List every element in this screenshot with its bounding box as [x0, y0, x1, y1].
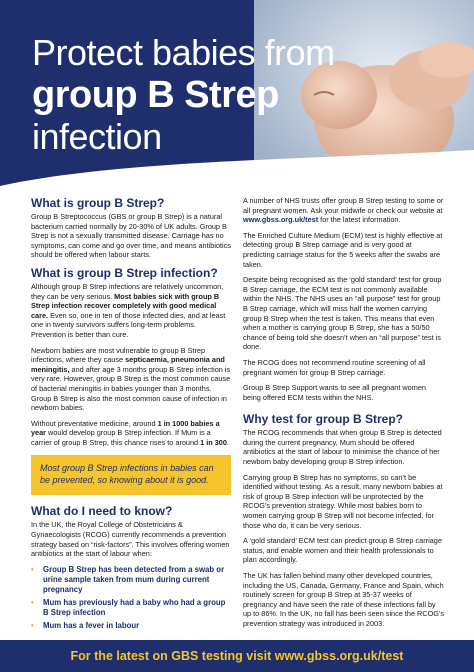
para-no-symptoms: Carrying group B Strep has no symptoms, so can’t be identified without testing. As a result, many newborn babies at risk of group B Strep infection will be unprotected by the RCOG’s prevention strategy. While most babies born to women carrying group B Strep will not become infected, for those who do, it can be very serious.	[243, 472, 443, 530]
para-nhs-trusts-text-a: A number of NHS trusts offer group B Strep testing to some or all pregnant women. Ask your midwife or check our website at	[243, 196, 444, 215]
para-gold-ecm: A ‘gold standard’ ECM test can predict group B Strep carriage status, and enable women and their health professionals to plan accordingly.	[243, 536, 442, 565]
para-nhs-trusts-text-c: for the latest information.	[318, 215, 401, 225]
para-infection	[31, 282, 231, 340]
title-line-1: Protect babies from	[32, 32, 335, 73]
title-line-3: infection	[32, 116, 162, 157]
list-item-text: Group B Strep has been detected from a swab or urine sample taken from mum during current pregnancy	[43, 564, 225, 594]
heading-why-test: Why test for group B Strep?	[243, 412, 403, 427]
bullet-icon: •	[31, 564, 34, 574]
para-what-is: Group B Streptococcus (GBS or group B Strep) is a natural bacterium carried normally by 20-30% of UK adults. Group B Strep is not a sexually transmitted disease. Carriage has no symptoms, can come and go over time, and means antibiotics should be offered when labour starts.	[31, 212, 231, 260]
list-item	[31, 621, 231, 631]
para-prevention-bold-d: 1 in 300	[200, 437, 227, 447]
para-rcog-screening: The RCOG does not recommend routine screening of all pregnant women for group B Strep carriage.	[243, 357, 426, 377]
para-prevention-text-c: would develop group B Strep infection. If Mum is a carrier of group B Strep, this chance rises to around	[31, 428, 211, 447]
para-infection-text-c: Even so, one in ten of those infected dies, and at least one in twenty survivors suffers long-term problems. Prevention is better than cure.	[31, 310, 226, 339]
list-item	[31, 598, 231, 618]
list-item-text: Mum has previously had a baby who had a group B Strep infection	[43, 597, 226, 617]
website-link[interactable]: www.gbss.org.uk/test	[243, 215, 319, 225]
para-gold-standard: Despite being recognised as the ‘gold standard’ test for group B Strep carriage, the ECM test is not commonly available within the NHS. The NHS uses an “all purpose” test for group B Strep carriage, which will miss half the women carrying group B Strep when the test is taken. This means that even when a mother is carrying group B Strep, she has a 50/50 chance of being told she doesn’t when an “all purpose” test is done.	[243, 275, 442, 352]
header-wave	[0, 150, 474, 186]
right-column	[243, 196, 445, 635]
list-item-text: Mum has a fever in labour	[43, 620, 140, 630]
left-column	[31, 196, 231, 634]
heading-what-is: What is group B Strep?	[31, 196, 165, 210]
risk-factor-list	[31, 565, 231, 631]
heading-infection: What is group B Strep infection?	[31, 265, 218, 280]
heading-need-to-know: What do I need to know?	[31, 504, 173, 519]
para-infection-text-a: Although group B Strep infections are relatively uncommon, they can be very serious.	[31, 281, 224, 301]
para-newborn-text-c: and after age 3 months group B Strep infection is very rare. However, group B Strep is the most common cause of bacterial meningitis in babies younger than 3 months. Group B Strep is also the most common cause of infection in newborn babies.	[31, 364, 231, 413]
para-prevention-bold-b: 1 in 1000 babies a year	[31, 418, 220, 438]
para-ecm-test: The Enriched Culture Medium (ECM) test is highly effective at detecting group B Strep carriage and is very good at predicting carriage status for the 5 weeks after the swabs are taken.	[243, 230, 443, 269]
para-infection-bold: Most babies sick with group B Strep infection recover completely with good medical care.	[31, 291, 220, 320]
title-line-2: group B Strep	[32, 74, 279, 116]
header-banner	[0, 0, 474, 186]
bullet-icon: •	[31, 597, 34, 607]
list-item	[31, 565, 231, 595]
callout-box: Most group B Strep infections in babies can be prevented, so knowing about it is good.	[31, 455, 231, 495]
page-title	[32, 32, 335, 158]
para-rcog-recommends: The RCOG recommends that when group B Strep is detected during the current pregnancy, Mum should be offered antibiotics at the start of labour to minimise the chance of her newborn baby developing group B Strep infection.	[243, 428, 442, 467]
para-prevention-text-e: .	[226, 437, 229, 447]
para-newborn-text-a: Newborn babies are most vulnerable to group B Strep infections, where they cause	[31, 345, 206, 365]
bullet-icon: •	[31, 620, 34, 630]
footer-banner: For the latest on GBS testing visit www.gbss.org.uk/test	[0, 640, 474, 672]
para-nhs-trusts	[243, 196, 445, 225]
para-prevention-text-a: Without preventative medicine, around	[31, 418, 158, 428]
para-need-to-know: In the UK, the Royal College of Obstetricians & Gynaecologists (RCOG) currently recommends a prevention strategy based on “risk-factors”. This involves offering women antibiotics at the start of labour when:	[31, 520, 230, 559]
para-prevention	[31, 419, 231, 448]
para-newborn-bold: septicaemia, pneumonia and meningitis,	[31, 355, 225, 374]
para-newborn	[31, 346, 231, 413]
para-uk-behind: The UK has fallen behind many other developed countries, including the US, Canada, Germany, France and Spain, which routinely screen for group B Strep at 35-37 weeks of pregnancy and have seen the rate of these infections fall by up to 86%. In the UK, no fall has been seen since the RCOG’s prevention strategy was introduced in 2003.	[243, 571, 445, 628]
para-support: Group B Strep Support wants to see all pregnant women being offered ECM tests within the NHS.	[243, 383, 426, 402]
